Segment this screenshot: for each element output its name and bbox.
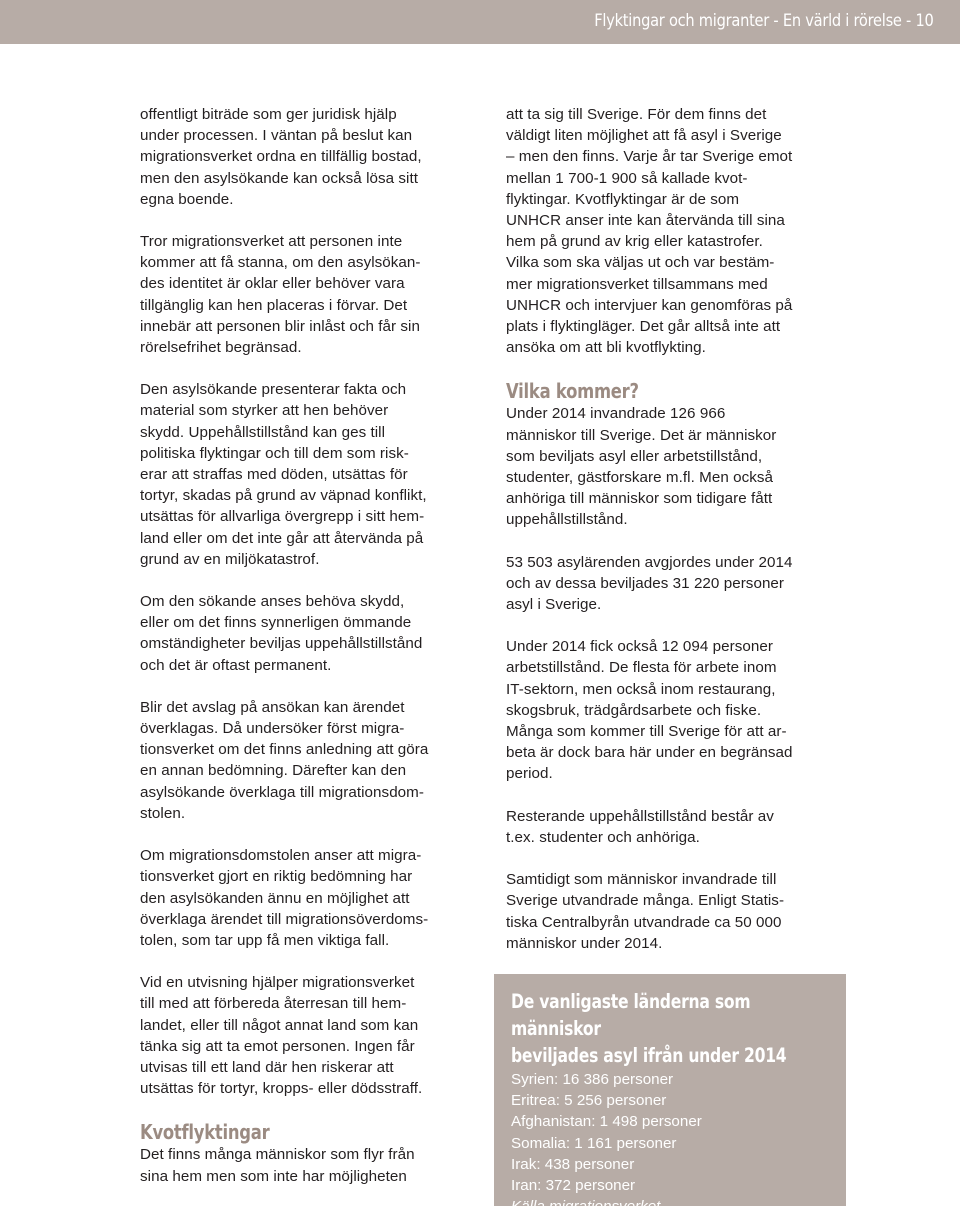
paragraph: Samtidigt som människor invandrade till Sverige utvandrade många. Enligt Statis- tiska Centralbyrån utvandrade ca 50 000 människor under 2014. [506,871,785,952]
paragraph: Det finns många människor som flyr från sina hem men som inte har möjligheten [140,1146,415,1185]
section-heading-vilka-kommer: Vilka kommer? [506,379,639,404]
left-column [140,104,485,1187]
paragraph: Resterande uppehållstillstånd består av t.ex. studenter och anhöriga. [506,807,774,846]
page-header [0,0,960,44]
list-item: Iran: 372 personer [511,1177,636,1195]
running-header-title: Flyktingar och migranter - En värld i rörelse - 10 [594,11,934,31]
paragraph: Tror migrationsverket att personen inte kommer att få stanna, om den asylsökan- des identitet är oklar eller behöver vara tillgänglig kan hen placeras i förvar. Det innebär att personen blir inlåst och får sin rörelsefrihet begränsad. [140,233,421,357]
country-list [511,1069,836,1196]
source-note: Källa migrationsverket [511,1198,661,1216]
section-heading-kvotflyktingar: Kvotflyktingar [140,1120,270,1145]
list-item: Afghanistan: 1 498 personer [511,1113,702,1131]
paragraph: Blir det avslag på ansökan kan ärendet överklagas. Då undersöker först migra- tionsverket om det finns anledning att göra en annan bedömning. Därefter kan den asylsökande överklaga till migrationsdom- stolen. [140,698,429,822]
paragraph: att ta sig till Sverige. För dem finns det väldigt liten möjlighet att få asyl i Sverige – men den finns. Varje år tar Sverige emot mellan 1 700-1 900 så kallade kvot- flyktingar. Kvotflyktingar är de som UNHCR anser inte kan återvända till sina hem på grund av krig eller katastrofer. Vilka som ska väljas ut och var bestäm- mer migrationsverket tillsammans med UNHCR och intervjuer kan genomföras på plats i flyktingläger. Det går alltså inte att ansöka om att bli kvotflykting. [506,106,793,357]
paragraph: Om migrationsdomstolen anser att migra- tionsverket gjort en riktig bedömning har den asylsökanden ännu en möjlighet att överklaga ärendet till migrationsöverdoms- tolen, som tar upp få men viktiga fall. [140,847,429,949]
box-title: De vanligaste länderna som människor beviljades asyl ifrån under 2014 [511,990,787,1067]
list-item: Irak: 438 personer [511,1155,635,1173]
list-item: Somalia: 1 161 personer [511,1134,677,1152]
paragraph: Under 2014 fick också 12 094 personer arbetstillstånd. De flesta för arbete inom IT-sektorn, men också inom restaurang, skogsbruk, trädgårdsarbete och fiske. Många som kommer till Sverige för att ar- beta är dock bara här under en begränsad period. [506,638,793,783]
paragraph: offentligt biträde som ger juridisk hjälp under processen. I väntan på beslut kan migrationsverket ordna en tillfällig bostad, men den asylsökande kan också lösa sitt egna boende. [140,106,422,208]
paragraph: Under 2014 invandrade 126 966 människor till Sverige. Det är människor som beviljats asyl eller arbetstillstånd, studenter, gästforskare m.fl. Men också anhöriga till människor som tidigare fått uppehållstillstånd. [506,405,777,529]
list-item: Syrien: 16 386 personer [511,1071,674,1088]
paragraph: Om den sökande anses behöva skydd, eller om det finns synnerligen ömmande omständigheter beviljas uppehållstillstånd och det är oftast permanent. [140,593,423,674]
list-item: Eritrea: 5 256 personer [511,1092,667,1110]
right-column [506,104,836,954]
paragraph: 53 503 asylärenden avgjordes under 2014 och av dessa beviljades 31 220 personer asyl i Sverige. [506,553,793,614]
asylum-countries-box [494,974,846,1216]
paragraph: Den asylsökande presenterar fakta och material som styrker att hen behöver skydd. Uppehållstillstånd kan ges till politiska flyktingar och till dem som risk- erar att straffas med döden, utsättas för tortyr, skadas på grund av väpnad konflikt, utsättas för allvarliga övergrepp i sitt hem- land eller om det inte går att återvända på grund av en miljökatastrof. [140,381,427,568]
paragraph: Vid en utvisning hjälper migrationsverket till med att förbereda återresan till hem- landet, eller till något annat land som kan tänka sig att ta emot personen. Ingen får utvisas till ett land där hen riskerar att utsättas för tortyr, kropps- eller dödsstraff. [140,974,423,1098]
